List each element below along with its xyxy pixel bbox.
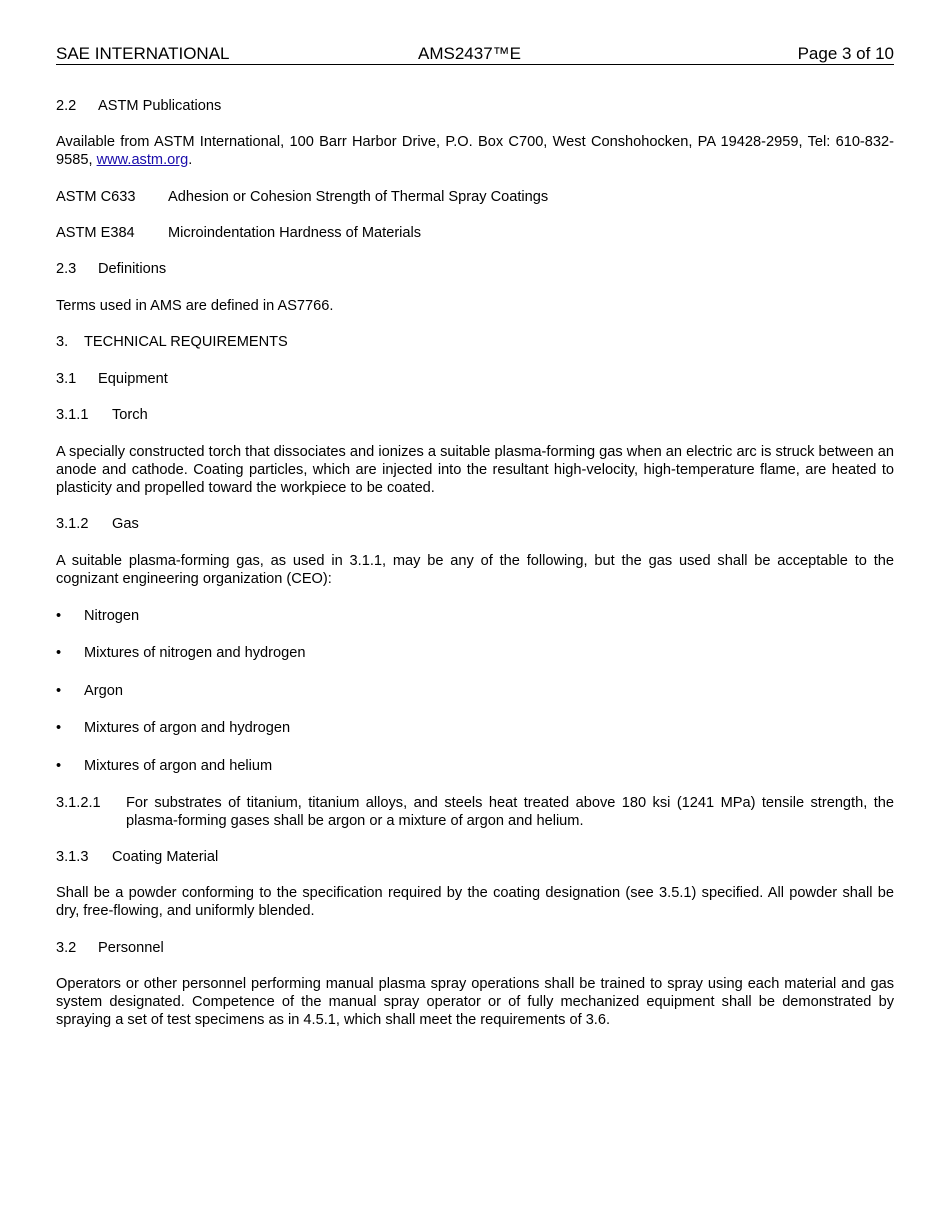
header-org: SAE INTERNATIONAL (56, 44, 230, 63)
section-title: TECHNICAL REQUIREMENTS (84, 334, 288, 350)
section-number: 3.2 (56, 940, 77, 956)
section-title: Torch (112, 407, 148, 423)
section-3-1-2-1 (56, 794, 894, 830)
section-title: Definitions (98, 261, 167, 277)
list-item-text: Mixtures of argon and helium (84, 758, 273, 774)
section-number: 3. (56, 334, 69, 350)
bullet-icon: • (56, 758, 62, 774)
section-heading-3 (56, 333, 894, 351)
section-number: 3.1.1 (56, 407, 89, 423)
section-number: 3.1.2.1 (56, 795, 101, 811)
reference-entry (56, 188, 894, 206)
gas-paragraph: A suitable plasma-forming gas, as used in 3.1.1, may be any of the following, but the gas used shall be acceptable to the cognizant engineering organization (CEO): (56, 553, 894, 587)
reference-entry (56, 224, 894, 242)
astm-availability-text: Available from ASTM International, 100 Barr Harbor Drive, P.O. Box C700, West Conshohocken, PA 19428-2959, Tel: 610-832-9585, (56, 134, 894, 168)
bullet-icon: • (56, 608, 62, 624)
bullet-icon: • (56, 683, 62, 699)
section-title: Coating Material (112, 849, 219, 865)
section-title: Personnel (98, 940, 164, 956)
reference-code: ASTM C633 (56, 189, 136, 205)
torch-paragraph: A specially constructed torch that dissociates and ionizes a suitable plasma-forming gas when an electric arc is struck between an anode and cathode. Coating particles, which are injected into the resultant high-velocity, high-temperature flame, are heated to plasticity and propelled toward the workpiece to be coated. (56, 444, 894, 496)
section-heading-3-1 (56, 370, 894, 388)
section-heading-3-1-3 (56, 848, 894, 866)
list-item (56, 682, 894, 700)
header-page-number: Page 3 of 10 (797, 44, 894, 63)
reference-title: Adhesion or Cohesion Strength of Thermal Spray Coatings (168, 189, 549, 205)
list-item (56, 644, 894, 662)
section-heading-2-3 (56, 260, 894, 278)
list-item (56, 719, 894, 737)
astm-website-link[interactable]: www.astm.org (96, 152, 189, 168)
list-item (56, 757, 894, 775)
section-heading-3-1-2 (56, 515, 894, 533)
list-item-text: Mixtures of argon and hydrogen (84, 720, 291, 736)
astm-availability-end: . (188, 152, 193, 168)
page-header (56, 44, 894, 65)
reference-code: ASTM E384 (56, 225, 135, 241)
personnel-paragraph: Operators or other personnel performing manual plasma spray operations shall be trained to spray using each material and gas system designated. Competence of the manual spray operator or of fully mechanized equipment shall be demonstrated by spraying a set of test specimens as in 4.5.1, which shall meet the requirements of 3.6. (56, 976, 894, 1028)
list-item-text: Argon (84, 683, 123, 699)
section-heading-3-1-1 (56, 406, 894, 424)
astm-availability-paragraph (56, 133, 894, 169)
list-item-text: Nitrogen (84, 608, 140, 624)
reference-title: Microindentation Hardness of Materials (168, 225, 422, 241)
section-number: 3.1.3 (56, 849, 89, 865)
section-title: Gas (112, 516, 139, 532)
definitions-paragraph: Terms used in AMS are defined in AS7766. (56, 298, 334, 314)
section-number: 3.1 (56, 371, 77, 387)
section-title: ASTM Publications (98, 98, 222, 114)
bullet-icon: • (56, 720, 62, 736)
list-item-text: Mixtures of nitrogen and hydrogen (84, 645, 306, 661)
section-heading-3-2 (56, 939, 894, 957)
coating-material-paragraph: Shall be a powder conforming to the specification required by the coating designation (see 3.5.1) specified. All powder shall be dry, free-flowing, and uniformly blended. (56, 885, 894, 919)
section-number: 2.3 (56, 261, 77, 277)
section-title: Equipment (98, 371, 168, 387)
section-heading-2-2 (56, 97, 894, 115)
list-item (56, 607, 894, 625)
header-doc-id: AMS2437™E (418, 44, 521, 63)
section-text: For substrates of titanium, titanium alloys, and steels heat treated above 180 ksi (1241 MPa) tensile strength, the plasma-forming gases shall be argon or a mixture of argon and helium. (126, 795, 894, 829)
section-number: 2.2 (56, 98, 77, 114)
section-number: 3.1.2 (56, 516, 89, 532)
bullet-icon: • (56, 645, 62, 661)
